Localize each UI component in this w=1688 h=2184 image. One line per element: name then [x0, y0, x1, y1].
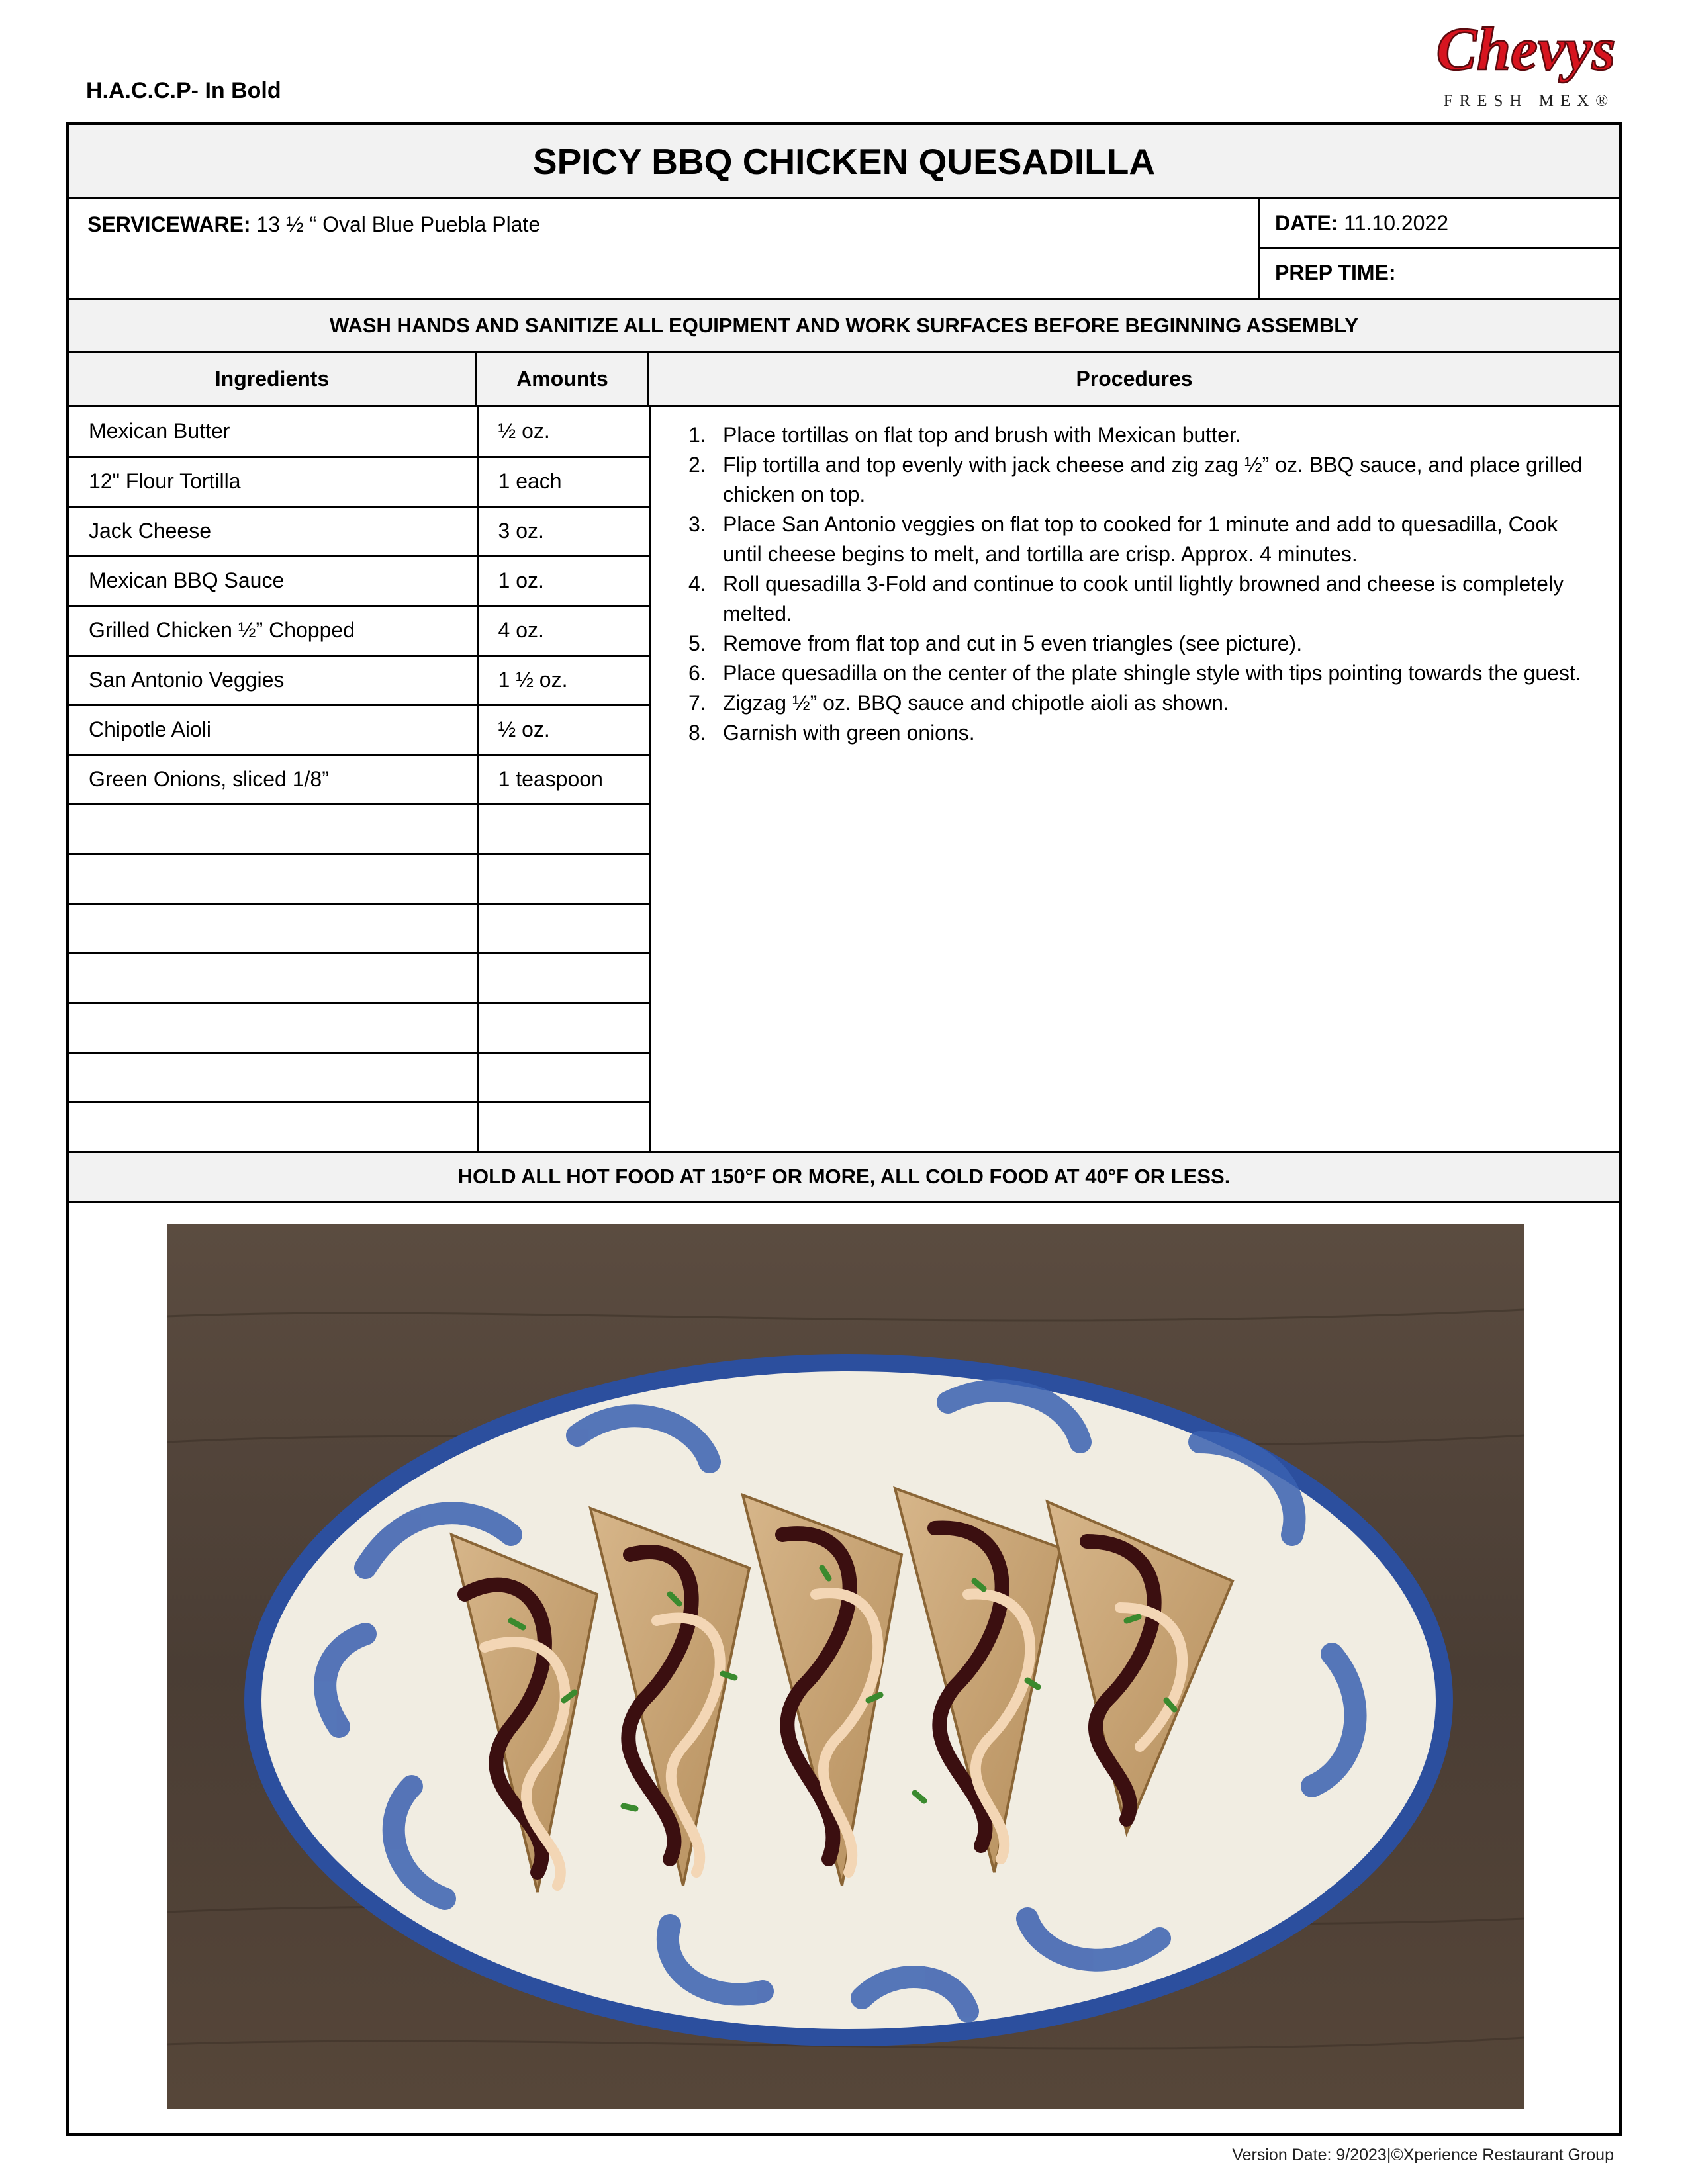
ingredient-name [69, 804, 477, 854]
procedure-step-number: 5. [688, 631, 706, 655]
procedure-step [665, 659, 1599, 688]
ingredient-name: Grilled Chicken ½” Chopped [69, 606, 477, 655]
recipe-card [66, 122, 1622, 2136]
procedure-step-number: 8. [688, 721, 706, 745]
ingredients-header: Ingredients [69, 353, 477, 407]
ingredient-row [69, 457, 649, 506]
procedure-step [665, 569, 1599, 629]
ingredient-name: 12" Flour Tortilla [69, 457, 477, 506]
ingredient-name [69, 1003, 477, 1052]
procedure-step-text: Place quesadilla on the center of the plate shingle style with tips pointing towards the guest. [723, 661, 1581, 685]
procedure-step-number: 4. [688, 572, 706, 596]
ingredient-name: Jack Cheese [69, 506, 477, 556]
ingredient-name: Chipotle Aioli [69, 705, 477, 754]
ingredient-row [69, 655, 649, 705]
ingredient-row [69, 854, 649, 903]
ingredient-amount: ½ oz. [477, 407, 649, 457]
ingredient-amount [477, 903, 649, 953]
ingredient-name [69, 1102, 477, 1152]
logo-wordmark: Chevys [1436, 15, 1616, 83]
procedure-step-text: Place tortillas on flat top and brush with Mexican butter. [723, 423, 1241, 447]
ingredient-row [69, 903, 649, 953]
procedure-step [665, 718, 1599, 748]
ingredient-row [69, 407, 649, 457]
ingredient-amount [477, 1052, 649, 1102]
procedure-step [665, 510, 1599, 569]
ingredient-amount: 4 oz. [477, 606, 649, 655]
ingredient-amount: 3 oz. [477, 506, 649, 556]
ingredient-amount: 1 oz. [477, 556, 649, 606]
procedure-step [665, 420, 1599, 450]
ingredient-name [69, 953, 477, 1003]
ingredient-row [69, 556, 649, 606]
wash-hands-notice: WASH HANDS AND SANITIZE ALL EQUIPMENT AND WORK SURFACES BEFORE BEGINNING ASSEMBLY [69, 298, 1619, 353]
ingredient-name: Mexican BBQ Sauce [69, 556, 477, 606]
ingredient-row [69, 1003, 649, 1052]
ingredient-row [69, 705, 649, 754]
date-value: 11.10.2022 [1344, 211, 1449, 235]
ingredient-row [69, 1102, 649, 1152]
ingredient-row [69, 754, 649, 804]
haccp-note: H.A.C.C.P- In Bold [86, 78, 281, 103]
serviceware-label: SERVICEWARE: [87, 212, 251, 236]
procedure-step [665, 450, 1599, 510]
procedure-step-text: Place San Antonio veggies on flat top to cooked for 1 minute and add to quesadilla, Cook until cheese begins to melt, and tortilla are crisp. Approx. 4 minutes. [723, 512, 1558, 566]
procedure-step-number: 2. [688, 453, 706, 477]
serviceware-value: 13 ½ “ Oval Blue Puebla Plate [256, 212, 541, 236]
ingredients-table [69, 407, 649, 1152]
procedure-step-text: Remove from flat top and cut in 5 even triangles (see picture). [723, 631, 1303, 655]
procedure-step [665, 629, 1599, 659]
serviceware-cell [69, 199, 1260, 298]
amounts-header: Amounts [477, 353, 649, 407]
ingredient-amount [477, 1102, 649, 1152]
procedures-list [649, 407, 1619, 1151]
ingredient-amount: 1 each [477, 457, 649, 506]
date-cell [1260, 199, 1619, 249]
ingredient-row [69, 804, 649, 854]
ingredient-row [69, 1052, 649, 1102]
ingredient-row [69, 953, 649, 1003]
procedure-step-text: Flip tortilla and top evenly with jack cheese and zig zag ½” oz. BBQ sauce, and place grilled chicken on top. [723, 453, 1583, 506]
ingredient-name: Mexican Butter [69, 407, 477, 457]
procedure-step-text: Garnish with green onions. [723, 721, 975, 745]
procedure-step-number: 7. [688, 691, 706, 715]
hold-temperature-notice: HOLD ALL HOT FOOD AT 150°F OR MORE, ALL COLD FOOD AT 40°F OR LESS. [69, 1151, 1619, 1203]
procedure-step-text: Roll quesadilla 3-Fold and continue to cook until lightly browned and cheese is completely melted. [723, 572, 1564, 625]
ingredient-name [69, 854, 477, 903]
procedure-step-text: Zigzag ½” oz. BBQ sauce and chipotle aioli as shown. [723, 691, 1229, 715]
ingredient-amount [477, 1003, 649, 1052]
ingredient-name [69, 1052, 477, 1102]
prep-time-cell: PREP TIME: [1275, 261, 1396, 285]
ingredient-amount: 1 ½ oz. [477, 655, 649, 705]
ingredient-amount [477, 804, 649, 854]
plated-quesadilla-photo [167, 1224, 1524, 2109]
version-footer: Version Date: 9/2023|©Xperience Restaurant Group [1232, 2146, 1614, 2164]
procedure-step [665, 688, 1599, 718]
ingredient-name: Green Onions, sliced 1/8” [69, 754, 477, 804]
ingredient-amount: 1 teaspoon [477, 754, 649, 804]
procedure-step-number: 6. [688, 661, 706, 685]
ingredient-row [69, 606, 649, 655]
procedure-step-number: 3. [688, 512, 706, 536]
ingredient-name [69, 903, 477, 953]
procedures-header: Procedures [649, 353, 1619, 407]
logo-tagline: FRESH MEX® [1443, 92, 1615, 110]
ingredient-row [69, 506, 649, 556]
date-label: DATE: [1275, 211, 1338, 235]
ingredient-amount [477, 953, 649, 1003]
recipe-title: SPICY BBQ CHICKEN QUESADILLA [69, 125, 1619, 199]
ingredient-amount: ½ oz. [477, 705, 649, 754]
procedure-step-number: 1. [688, 423, 706, 447]
ingredient-amount [477, 854, 649, 903]
chevys-logo [1423, 7, 1628, 119]
ingredient-name: San Antonio Veggies [69, 655, 477, 705]
